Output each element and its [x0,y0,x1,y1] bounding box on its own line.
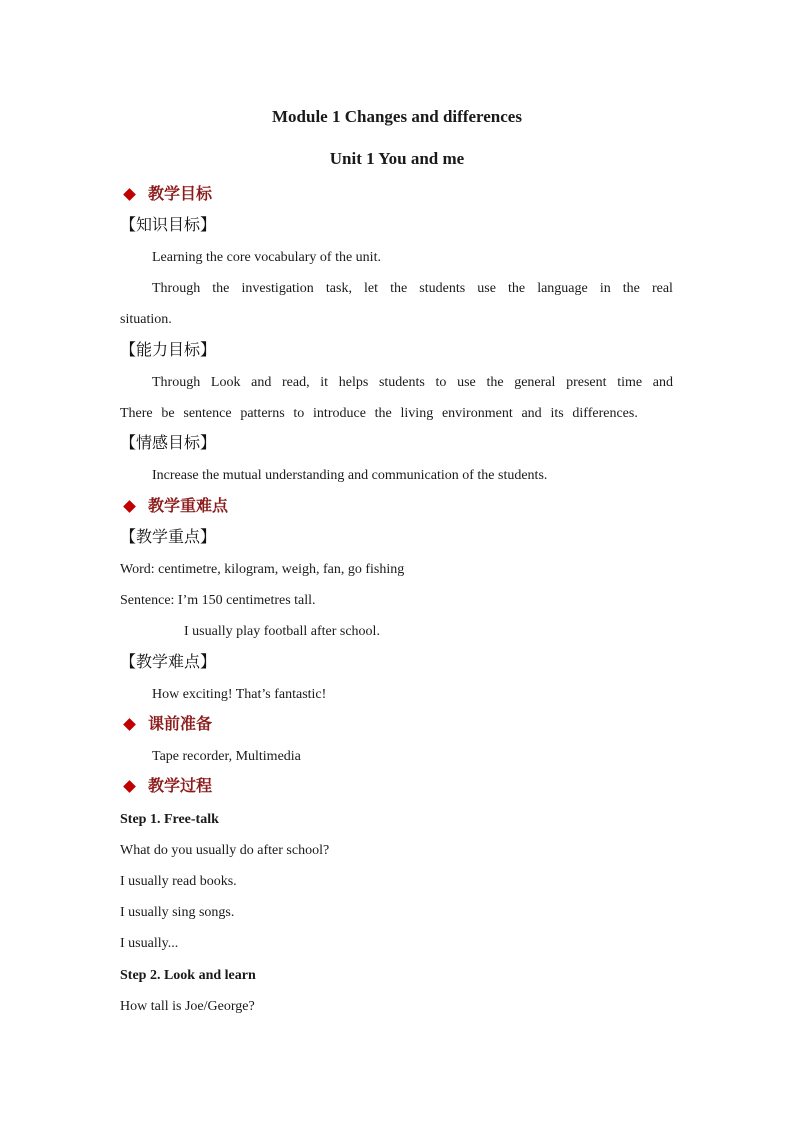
word: the [374,406,392,421]
step-2-heading: Step 2. Look and learn [120,968,256,983]
step-1-line: I usually... [120,936,179,951]
word: and [652,375,673,390]
diamond-bullet-icon [123,718,136,731]
word: language [537,281,588,296]
section-preparation-label: 课前准备 [148,716,213,733]
emotion-line: Increase the mutual understanding and communication of the students. [152,468,548,483]
word: use [457,375,476,390]
section-objectives [120,185,212,205]
word: read, [282,375,310,390]
step-2-line: How tall is Joe/George? [120,999,255,1014]
step-1-line: I usually read books. [120,874,237,889]
ability-line-2 [120,405,638,423]
word: and [251,375,272,390]
step-1-line: I usually sing songs. [120,905,235,920]
word: time [617,375,643,390]
focus-sentence-line-2: I usually play football after school. [184,624,380,639]
word: and [521,406,542,421]
word: living [400,406,434,421]
subhead-ability: 【能力目标】 [120,342,217,359]
word: it [320,375,329,390]
step-1-heading: Step 1. Free-talk [120,812,219,827]
section-key-points [120,497,228,517]
word: let [364,281,379,296]
preparation-line: Tape recorder, Multimedia [152,749,301,764]
word: the [390,281,408,296]
word: patterns [240,406,285,421]
word: in [599,281,611,296]
word: environment [441,406,513,421]
word: the [508,281,526,296]
word: Through [152,375,201,390]
ability-line-1 [152,374,673,392]
word: to [293,406,305,421]
word: general [514,375,556,390]
knowledge-line-1: Learning the core vocabulary of the unit. [152,250,381,265]
word: real [651,281,673,296]
section-process [120,777,212,797]
difficulty-line: How exciting! That’s fantastic! [152,687,327,702]
word: Through [152,281,201,296]
section-key-points-label: 教学重难点 [148,498,229,515]
subhead-difficulty: 【教学难点】 [120,654,217,671]
word: present [566,375,607,390]
focus-sentence-line: Sentence: I’m 150 centimetres tall. [120,593,316,608]
word: students [419,281,466,296]
section-process-label: 教学过程 [148,778,213,795]
knowledge-line-3: situation. [120,312,172,327]
document-title: Module 1 Changes and differences [272,107,522,126]
diamond-bullet-icon [123,500,136,513]
word: investigation [241,281,314,296]
word: sentence [183,406,232,421]
word: the [486,375,504,390]
word: students [378,375,425,390]
focus-word-line: Word: centimetre, kilogram, weigh, fan, go fishing [120,562,405,577]
word: to [435,375,447,390]
diamond-bullet-icon [123,188,136,201]
diamond-bullet-icon [123,780,136,793]
word: the [212,281,230,296]
word: task, [325,281,352,296]
word: introduce [313,406,366,421]
word: be [161,406,175,421]
document-subtitle: Unit 1 You and me [329,149,465,168]
section-preparation [120,715,212,735]
subhead-knowledge: 【知识目标】 [120,217,217,234]
word: There [120,406,153,421]
section-objectives-label: 教学目标 [148,186,213,203]
word: the [622,281,640,296]
word: Look [210,375,241,390]
word: helps [338,375,369,390]
step-1-line: What do you usually do after school? [120,843,330,858]
knowledge-line-2 [152,280,673,298]
subhead-emotion: 【情感目标】 [120,435,217,452]
word: its [550,406,564,421]
word: differences. [572,406,638,421]
word: use [477,281,496,296]
subhead-focus: 【教学重点】 [120,529,217,546]
